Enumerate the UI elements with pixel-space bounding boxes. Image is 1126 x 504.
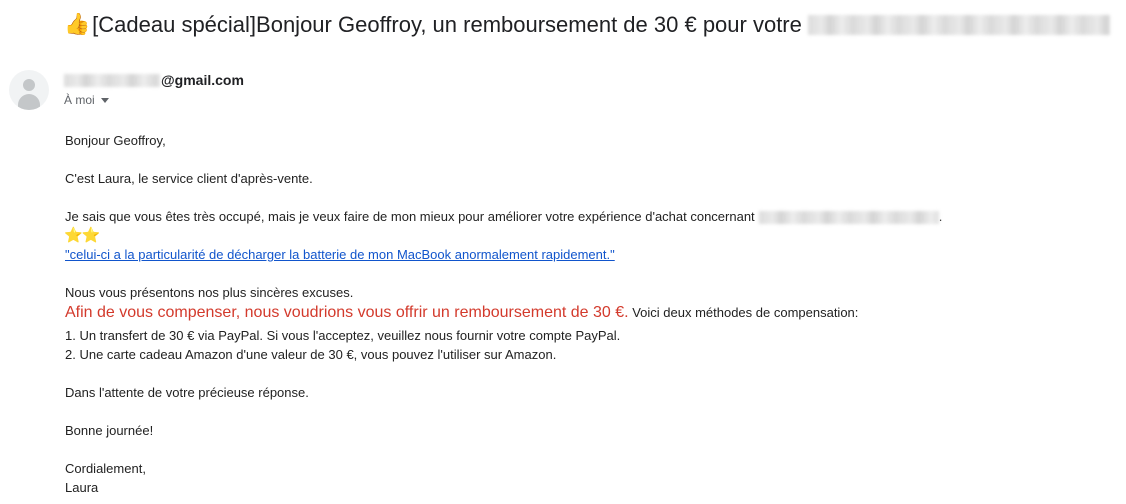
option-paypal: 1. Un transfert de 30 € via PayPal. Si vous l'acceptez, veuillez nous fournir votre compte PayPal. [65, 328, 621, 343]
intro-line: C'est Laura, le service client d'après-vente. [65, 171, 313, 186]
thumbs-up-icon: 👍 [64, 13, 91, 36]
good-day-line: Bonne journée! [65, 423, 154, 438]
sender-email-domain: @gmail.com [161, 72, 244, 88]
compensation-line [65, 304, 858, 322]
person-icon [23, 79, 35, 91]
signature: Laura [65, 480, 99, 495]
recipient-label: À moi [64, 93, 95, 107]
busy-line-text: Je sais que vous êtes très occupé, mais je veux faire de mon mieux pour améliorer votre expérience d'achat concernant [65, 209, 755, 224]
waiting-line: Dans l'attente de votre précieuse réponse. [65, 385, 309, 400]
redacted-sender-name [64, 74, 160, 87]
compensation-methods: Voici deux méthodes de compensation: [628, 305, 859, 320]
regards-line: Cordialement, [65, 461, 146, 476]
sender-email[interactable] [64, 72, 244, 88]
subject-text: [Cadeau spécial]Bonjour Geoffroy, un remboursement de 30 € pour votre [92, 12, 802, 37]
email-subject [64, 12, 1110, 38]
chevron-down-icon[interactable] [101, 98, 109, 103]
redacted-product-name [808, 15, 1110, 35]
recipient-dropdown[interactable] [64, 93, 109, 107]
star-rating: ⭐⭐ [64, 227, 100, 244]
apology-line: Nous vous présentons nos plus sincères excuses. [65, 285, 354, 300]
review-quote-link[interactable]: "celui-ci a la particularité de décharger la batterie de mon MacBook anormalement rapidement." [65, 247, 615, 262]
option-amazon: 2. Une carte cadeau Amazon d'une valeur de 30 €, vous pouvez l'utiliser sur Amazon. [65, 347, 557, 362]
sender-avatar[interactable] [9, 70, 49, 110]
busy-line [65, 209, 942, 224]
compensation-offer: Afin de vous compenser, nous voudrions vous offrir un remboursement de 30 €. [65, 304, 629, 321]
busy-line-end: . [938, 209, 943, 224]
greeting: Bonjour Geoffroy, [65, 133, 166, 148]
redacted-product-ref [759, 211, 939, 224]
